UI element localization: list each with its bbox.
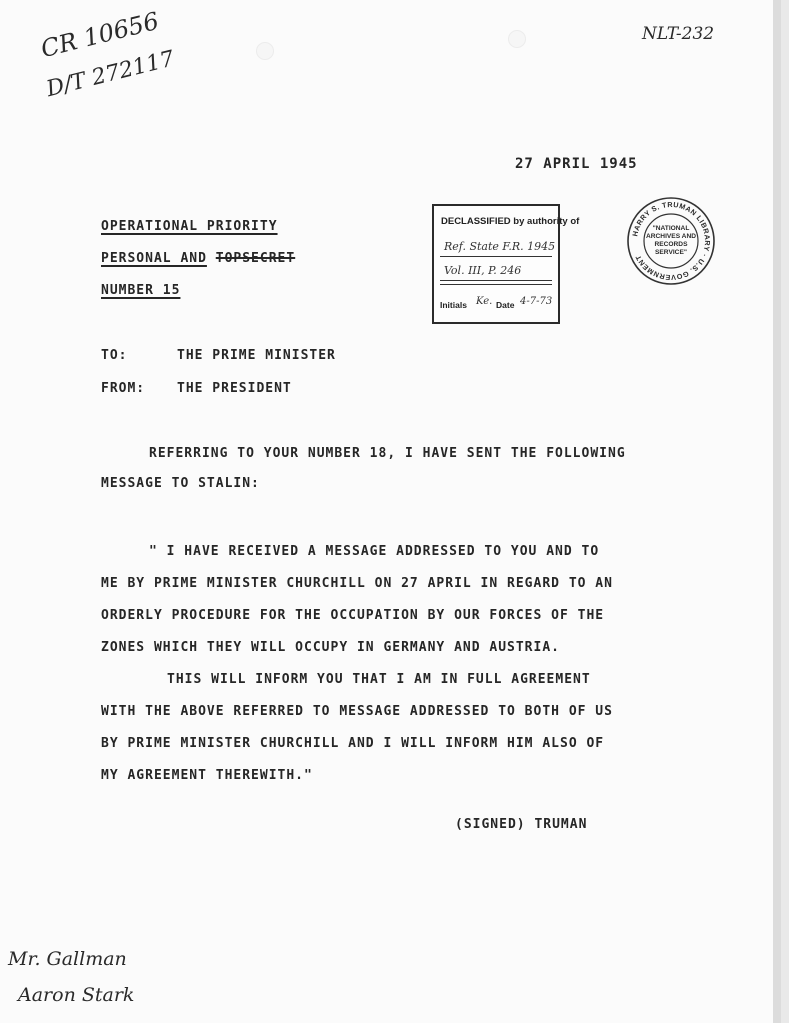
seal-outer-text: HARRY S. TRUMAN LIBRARY · U.S. GOVERNMENT [630,199,713,283]
stamp-rule [440,284,552,285]
stamp-rule [440,280,552,281]
document-date: 27 APRIL 1945 [515,156,638,172]
body-line: MESSAGE TO STALIN: [101,476,260,491]
body-line: MY AGREEMENT THEREWITH." [101,768,313,783]
from-label: FROM: [101,381,146,396]
library-seal [626,196,716,286]
handwritten-note: Aaron Stark [18,984,135,1006]
handwritten-file-number: CR 10656 [38,6,162,64]
to-label: TO: [101,348,128,363]
handwritten-date-time: D/T 272117 [44,46,177,103]
from-value: THE PRESIDENT [177,381,292,396]
punch-hole [256,42,274,60]
stamp-date-value: 4-7-73 [520,296,553,307]
stamp-date-label: Date [496,300,515,310]
to-value: THE PRIME MINISTER [177,348,336,363]
body-line: ME BY PRIME MINISTER CHURCHILL ON 27 APRIL IN REGARD TO AN [101,576,613,591]
handwritten-document-id: NLT-232 [642,24,715,44]
declassified-authority: Ref. State F.R. 1945 [444,240,556,253]
from-line [101,381,292,396]
seal-inner-text: RECORDS [654,241,688,248]
classification-line [101,251,295,266]
priority-line: OPERATIONAL PRIORITY [101,219,278,234]
seal-inner-text: ARCHIVES AND [646,233,696,240]
stamp-initials-value: Ke. [476,296,493,307]
body-line: BY PRIME MINISTER CHURCHILL AND I WILL INFORM HIM ALSO OF [101,736,605,751]
punch-hole [508,30,526,48]
declassified-heading: DECLASSIFIED by authority of [441,216,580,227]
body-line: REFERRING TO YOUR NUMBER 18, I HAVE SENT THE FOLLOWING [149,446,626,461]
body-line: THIS WILL INFORM YOU THAT I AM IN FULL AGREEMENT [167,672,591,687]
to-line [101,348,336,363]
stamp-rule [440,256,552,257]
seal-inner-text: "NATIONAL [652,225,690,232]
declassified-volume: Vol. III, P. 246 [444,264,522,277]
declassified-stamp [432,204,580,324]
personal-label: PERSONAL AND [101,251,207,266]
message-number: NUMBER 15 [101,283,181,298]
page-edge [773,0,781,1023]
body-line: WITH THE ABOVE REFERRED TO MESSAGE ADDRESSED TO BOTH OF US [101,704,613,719]
signature-line: (SIGNED) TRUMAN [455,817,588,832]
body-line: " I HAVE RECEIVED A MESSAGE ADDRESSED TO YOU AND TO [149,544,600,559]
body-line: ORDERLY PROCEDURE FOR THE OCCUPATION BY OUR FORCES OF THE [101,608,605,623]
seal-inner-text: SERVICE" [655,249,687,256]
stamp-initials-label: Initials [440,300,467,310]
handwritten-note: Mr. Gallman [8,948,127,970]
struck-classification: TOPSECRET [215,251,296,266]
body-line: ZONES WHICH THEY WILL OCCUPY IN GERMANY AND AUSTRIA. [101,640,560,655]
